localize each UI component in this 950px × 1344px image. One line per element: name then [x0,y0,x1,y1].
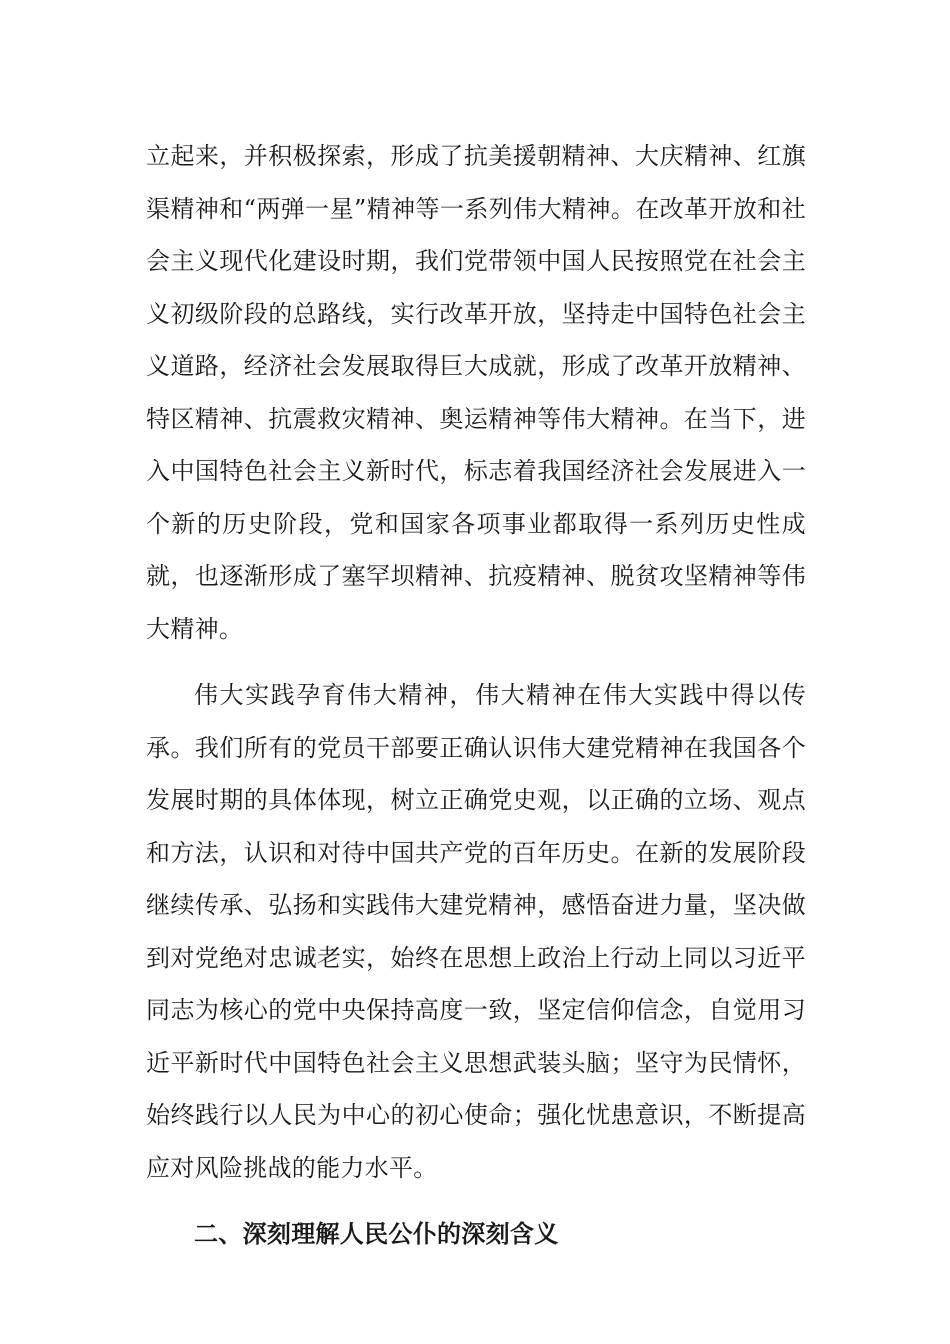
paragraph-gap [146,655,806,669]
document-body [146,130,806,1261]
paragraph-gap [146,1194,806,1208]
paragraph-1: 立起来，并积极探索，形成了抗美援朝精神、大庆精神、红旗渠精神和“两弹一星”精神等一系列伟大精神。在改革开放和社会主义现代化建设时期，我们党带领中国人民按照党在社会主义初级阶段的总路线，实行改革开放，坚持走中国特色社会主义道路，经济社会发展取得巨大成就，形成了改革开放精神、特区精神、抗震救灾精神、奥运精神等伟大精神。在当下，进入中国特色社会主义新时代，标志着我国经济社会发展进入一个新的历史阶段，党和国家各项事业都取得一系列历史性成就，也逐渐形成了塞罕坝精神、抗疫精神、脱贫攻坚精神等伟大精神。 [146,142,806,643]
paragraph-2: 伟大实践孕育伟大精神，伟大精神在伟大实践中得以传承。我们所有的党员干部要正确认识伟大建党精神在我国各个发展时期的具体体现，树立正确党史观，以正确的立场、观点和方法，认识和对待中国共产党的百年历史。在新的发展阶段继续传承、弘扬和实践伟大建党精神，感悟奋进力量，坚决做到对党绝对忠诚老实，始终在思想上政治上行动上同以习近平同志为核心的党中央保持高度一致，坚定信仰信念，自觉用习近平新时代中国特色社会主义思想武装头脑；坚守为民情怀，始终践行以人民为中心的初心使命；强化忧患意识，不断提高应对风险挑战的能力水平。 [146,681,806,1182]
section-heading: 二、深刻理解人民公仆的深刻含义 [194,1220,559,1248]
